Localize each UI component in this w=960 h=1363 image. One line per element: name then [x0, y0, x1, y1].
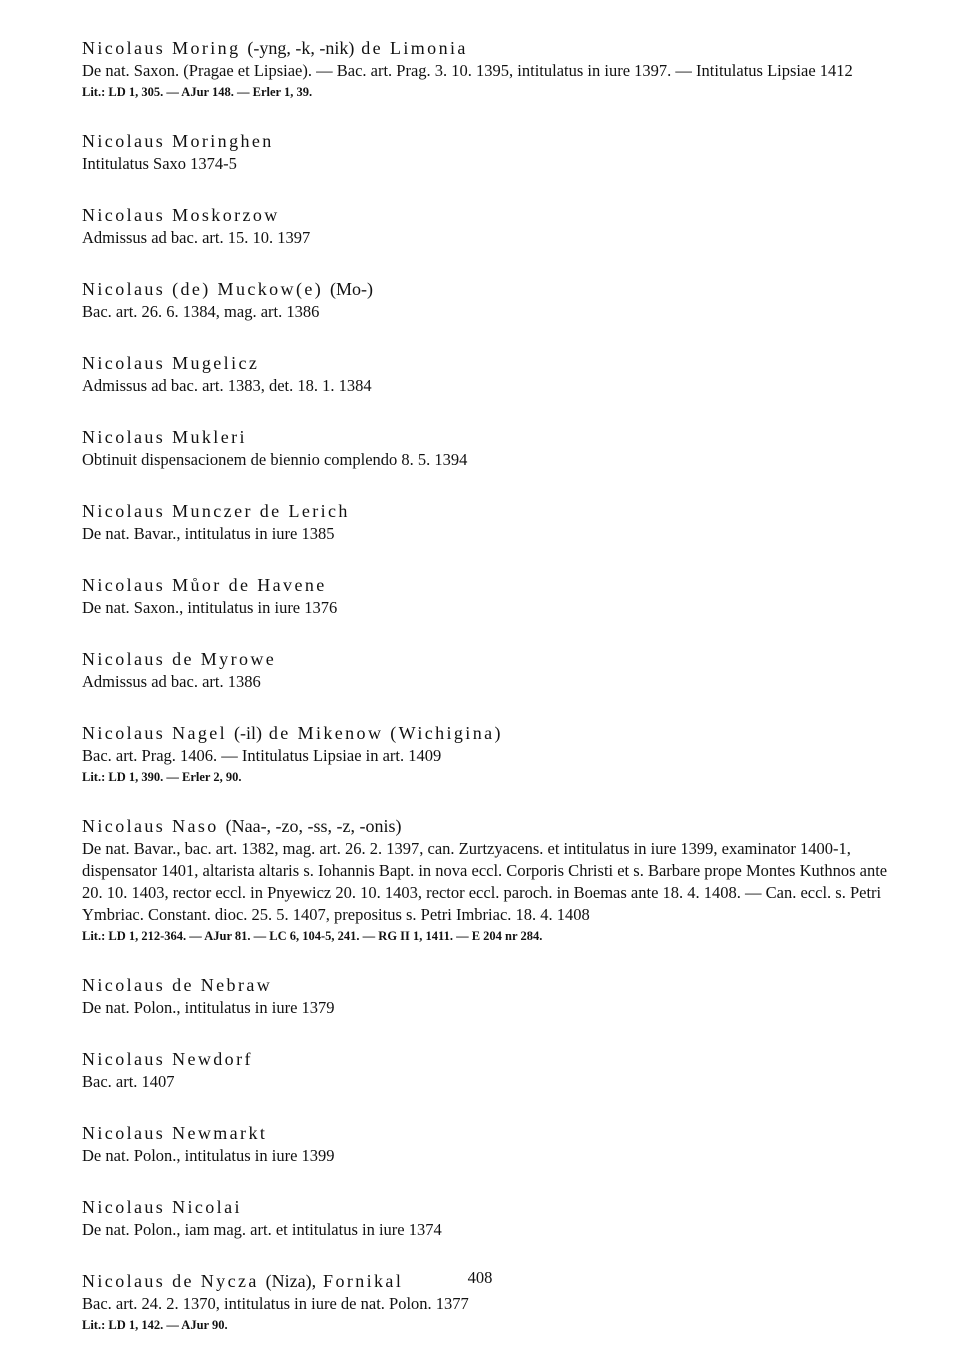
entry-moskorzow [82, 204, 902, 249]
entry-name: Nicolaus Mugelicz [82, 353, 260, 373]
entry-body: Admissus ad bac. art. 1383, det. 18. 1. 1384 [82, 376, 372, 395]
entry-newmarkt [82, 1122, 902, 1167]
entry-body: De nat. Saxon., intitulatus in iure 1376 [82, 598, 338, 617]
entry-naso [82, 815, 902, 945]
entry-name: Nicolaus Newmarkt [82, 1123, 268, 1143]
entry-literature: Lit.: LD 1, 142. — AJur 90. [82, 1318, 228, 1332]
entry-name: Nicolaus Munczer de Lerich [82, 501, 350, 521]
entry-body: De nat. Bavar., intitulatus in iure 1385 [82, 524, 335, 543]
entry-nebraw [82, 974, 902, 1019]
entry-body: Bac. art. 24. 2. 1370, intitulatus in iure de nat. Polon. 1377 [82, 1294, 469, 1313]
entry-mugelicz [82, 352, 902, 397]
entry-body: Bac. art. 26. 6. 1384, mag. art. 1386 [82, 302, 320, 321]
entry-name: Nicolaus Moring (-yng, -k, -nik) de Limonia [82, 38, 468, 58]
entry-mukleri [82, 426, 902, 471]
page-number: 408 [467, 1268, 493, 1287]
entry-body: De nat. Polon., intitulatus in iure 1379 [82, 998, 335, 1017]
entry-literature: Lit.: LD 1, 212-364. — AJur 81. — LC 6, 104-5, 241. — RG II 1, 1411. — E 204 nr 284. [82, 929, 543, 943]
entry-name: Nicolaus Naso (Naa-, -zo, -ss, -z, -onis) [82, 816, 402, 836]
entry-body: Admissus ad bac. art. 1386 [82, 672, 261, 691]
entry-name: Nicolaus de Myrowe [82, 649, 277, 669]
document-page [82, 37, 902, 1363]
entry-body: Admissus ad bac. art. 15. 10. 1397 [82, 228, 311, 247]
entry-name: Nicolaus Mukleri [82, 427, 247, 447]
entry-name: Nicolaus Nagel (-il) de Mikenow (Wichigina) [82, 723, 503, 743]
entry-nicolai [82, 1196, 902, 1241]
entry-nagel [82, 722, 902, 786]
entry-munczer [82, 500, 902, 545]
entry-literature: Lit.: LD 1, 305. — AJur 148. — Erler 1, 39. [82, 85, 313, 99]
entry-name: Nicolaus (de) Muckow(e) (Mo-) [82, 279, 374, 299]
entry-newdorf [82, 1048, 902, 1093]
entry-muor [82, 574, 902, 619]
entry-name: Nicolaus de Nycza (Niza), Fornikal [82, 1271, 404, 1291]
entry-name: Nicolaus Nicolai [82, 1197, 242, 1217]
entry-body: De nat. Bavar., bac. art. 1382, mag. art. 26. 2. 1397, can. Zurtzyacens. et intitulatus in iure 1399, examinator 1400-1, dispensator 1401, altarista altaris s. Iohannis Bapt. in nova eccl. Corporis Christi et s. Barbare prope Montes Kuthnos ante 20. 10. 1403, rector eccl. in Pnyewicz 20. 10. 1403, rector eccl. paroch. in Boemas ante 18. 4. 1408. — Can. eccl. s. Petri Ymbriac. Constant. dioc. 25. 5. 1407, prepositus s. Petri Imbriac. 18. 4. 1408 [82, 839, 888, 924]
entry-body: Bac. art. Prag. 1406. — Intitulatus Lipsiae in art. 1409 [82, 746, 442, 765]
entry-body: Bac. art. 1407 [82, 1072, 175, 1091]
entry-name: Nicolaus Newdorf [82, 1049, 253, 1069]
entry-myrowe [82, 648, 902, 693]
entry-moring [82, 37, 902, 101]
entry-literature: Lit.: LD 1, 390. — Erler 2, 90. [82, 770, 242, 784]
entry-body: De nat. Saxon. (Pragae et Lipsiae). — Bac. art. Prag. 3. 10. 1395, intitulatus in iure 1397. — Intitulatus Lipsiae 1412 [82, 61, 853, 80]
entry-body: De nat. Polon., intitulatus in iure 1399 [82, 1146, 335, 1165]
entry-name: Nicolaus de Nebraw [82, 975, 273, 995]
entry-moringhen [82, 130, 902, 175]
entry-body: Intitulatus Saxo 1374-5 [82, 154, 237, 173]
entry-name: Nicolaus Moskorzow [82, 205, 280, 225]
entry-name: Nicolaus Moringhen [82, 131, 274, 151]
entry-muckow [82, 278, 902, 323]
entry-body: Obtinuit dispensacionem de biennio complendo 8. 5. 1394 [82, 450, 468, 469]
entry-body: De nat. Polon., iam mag. art. et intitulatus in iure 1374 [82, 1220, 442, 1239]
entry-name: Nicolaus Můor de Havene [82, 575, 327, 595]
